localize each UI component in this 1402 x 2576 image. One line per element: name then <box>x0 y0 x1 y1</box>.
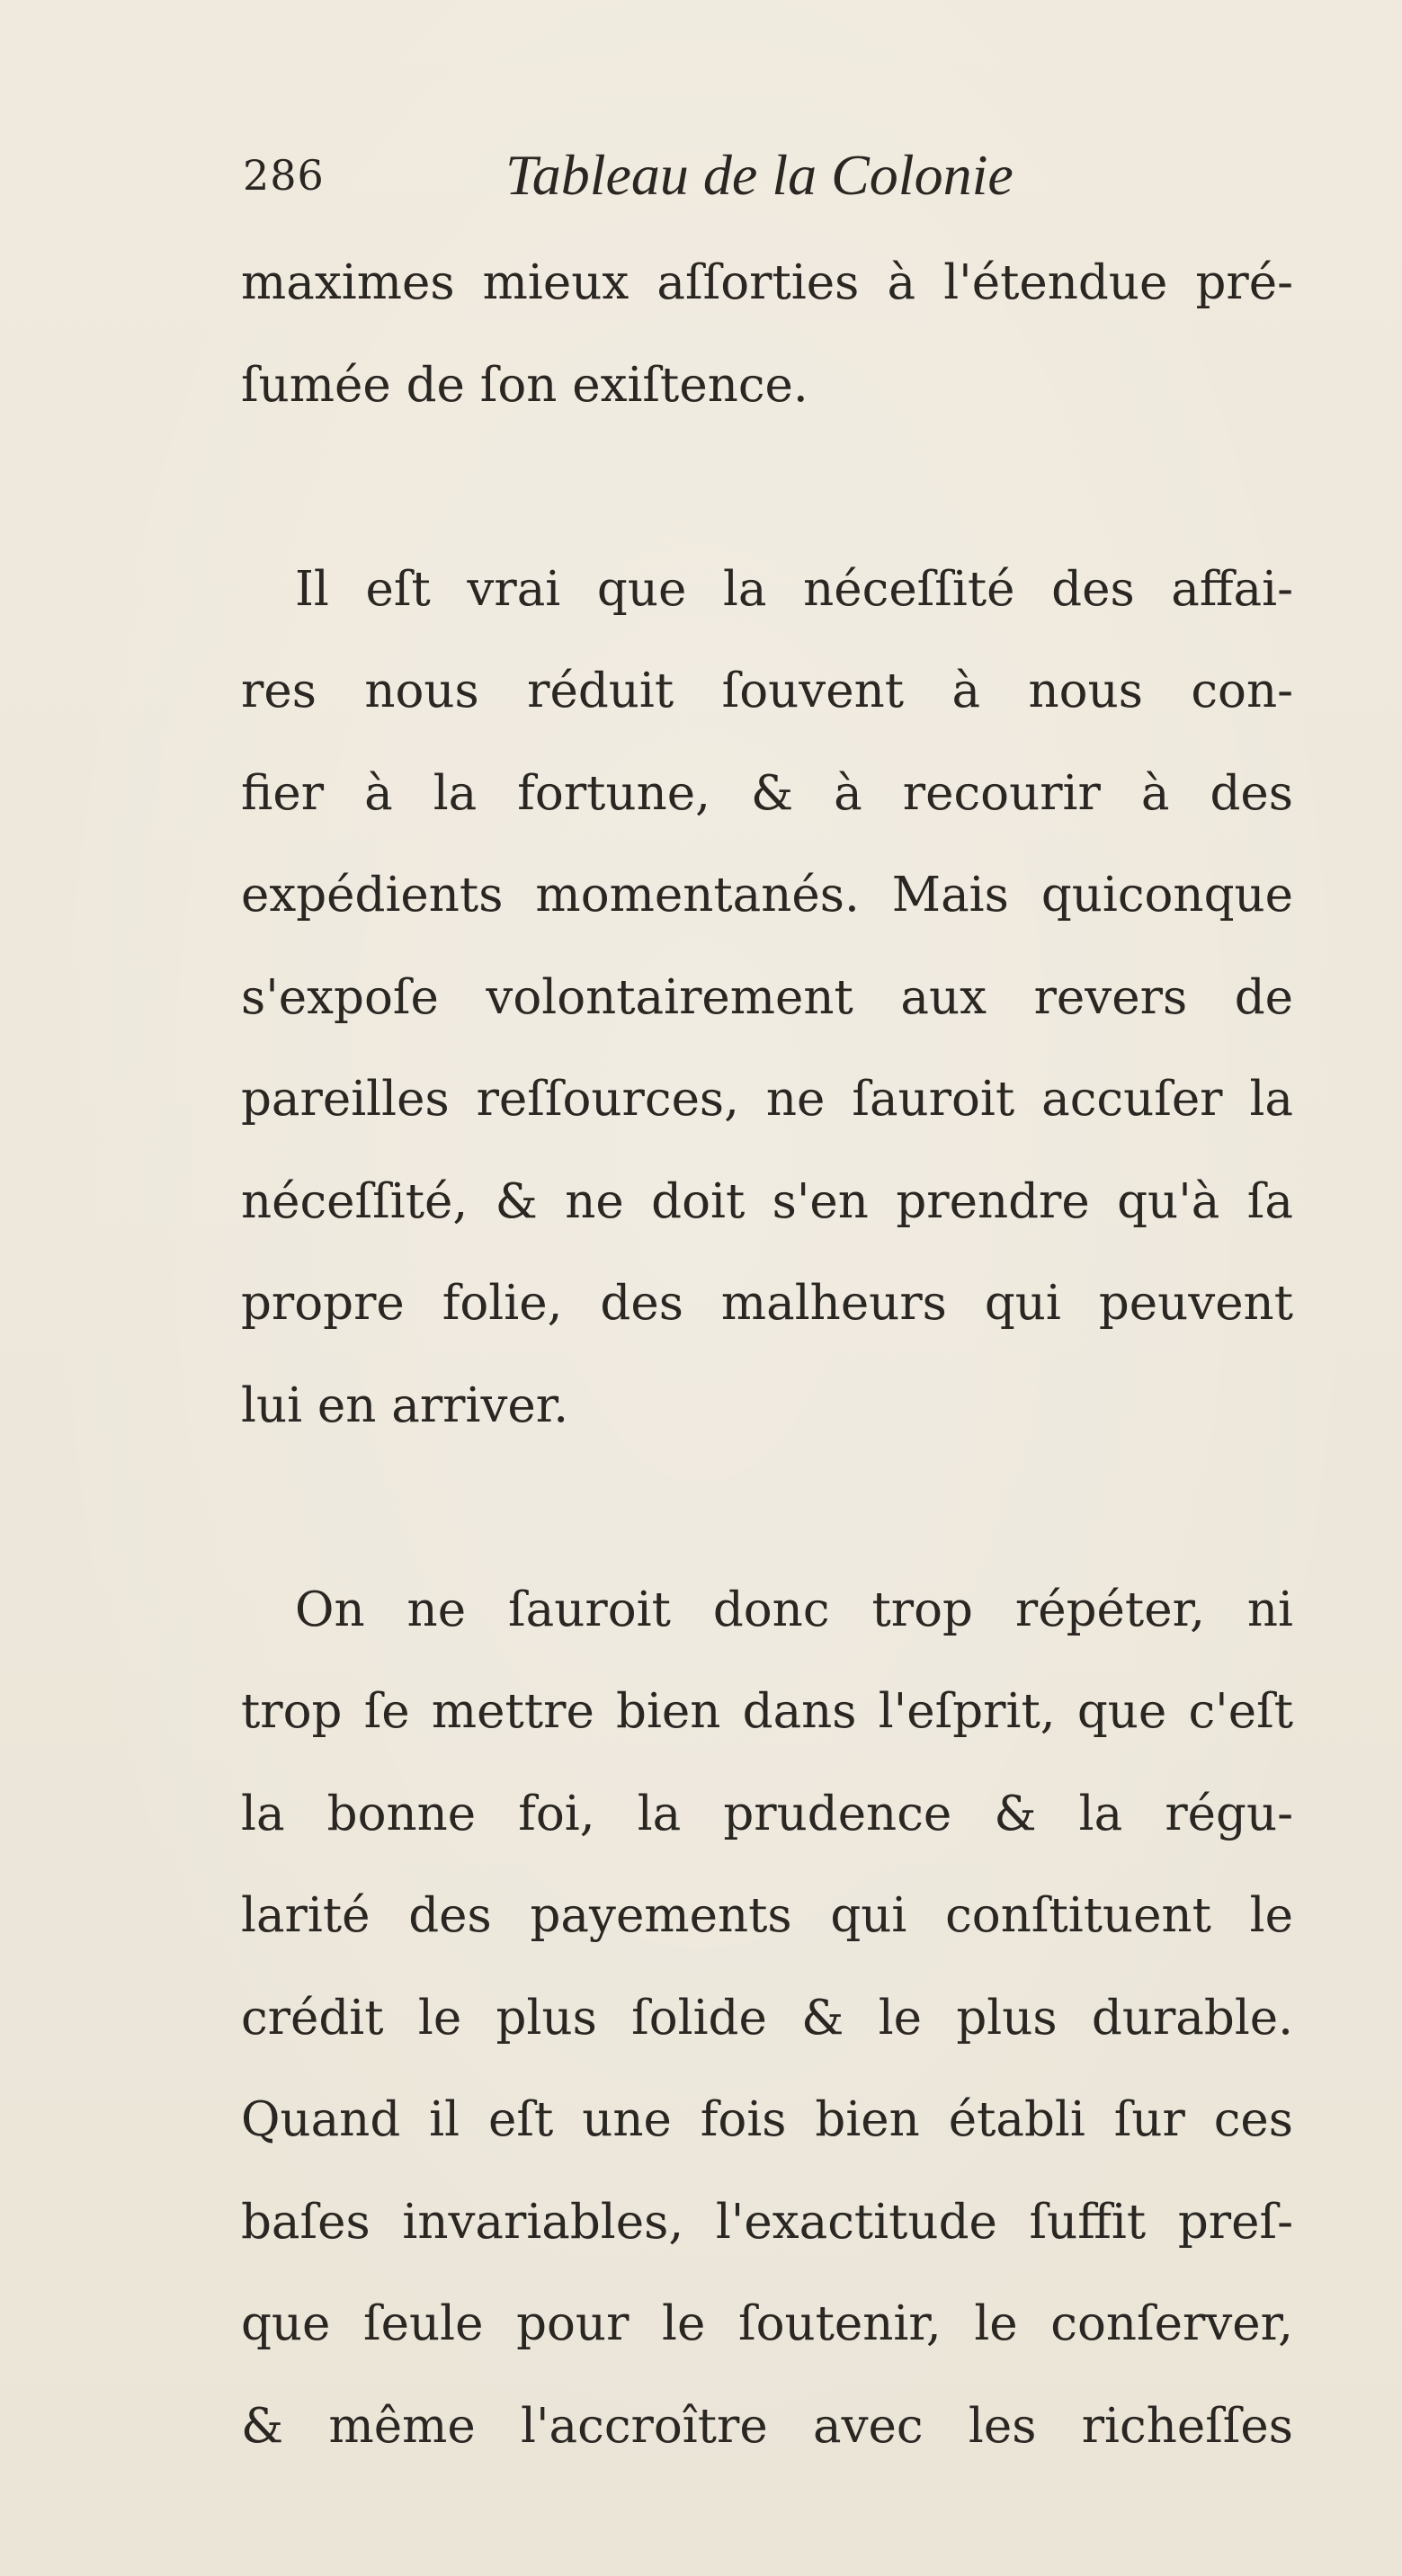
text-line: la bonne foi, la prudence & la régu- <box>241 1786 1293 1841</box>
body-text <box>241 232 1293 2477</box>
text-line: pareilles reſſources, ne ſauroit accuſer la <box>241 1072 1293 1127</box>
text-line: trop ſe mettre bien dans l'eſprit, que c'eſt <box>241 1684 1293 1739</box>
page-header <box>243 135 1322 216</box>
text-line: On ne ſauroit donc trop répéter, ni <box>295 1582 1293 1637</box>
text-line: ſumée de ſon exiſtence. <box>241 357 808 413</box>
text-line: & même l'accroître avec les richeſſes <box>241 2398 1293 2454</box>
text-line: néceſſité, & ne doit s'en prendre qu'à ſa <box>241 1173 1293 1229</box>
text-line: s'expoſe volontairement aux revers de <box>241 969 1293 1025</box>
text-line: Il eſt vrai que la néceſſité des affai- <box>295 561 1293 617</box>
text-line: propre folie, des malheurs qui peuvent <box>241 1276 1293 1331</box>
text-line: maximes mieux aſſorties à l'étendue pré- <box>241 255 1293 310</box>
text-line: expédients momentanés. Mais quiconque <box>241 868 1293 923</box>
paragraph-gap <box>241 436 1293 539</box>
text-line: crédit le plus ſolide & le plus durable. <box>241 1990 1293 2046</box>
text-line: que ſeule pour le ſoutenir, le conſerver, <box>241 2296 1293 2351</box>
text-line: fier à la fortune, & à recourir à des <box>241 765 1293 821</box>
text-line: lui en arriver. <box>241 1377 569 1433</box>
paragraph-gap <box>241 1457 1293 1559</box>
text-line: res nous réduit ſouvent à nous con- <box>241 664 1293 718</box>
text-line: larité des payements qui conſtituent le <box>241 1888 1293 1943</box>
text-line: Quand il eſt une fois bien établi ſur ces <box>241 2092 1293 2147</box>
running-title: Tableau de la Colonie <box>505 143 1014 207</box>
page-number: 286 <box>243 151 325 200</box>
text-line: baſes invariables, l'exactitude ſuffit preſ- <box>241 2194 1293 2250</box>
